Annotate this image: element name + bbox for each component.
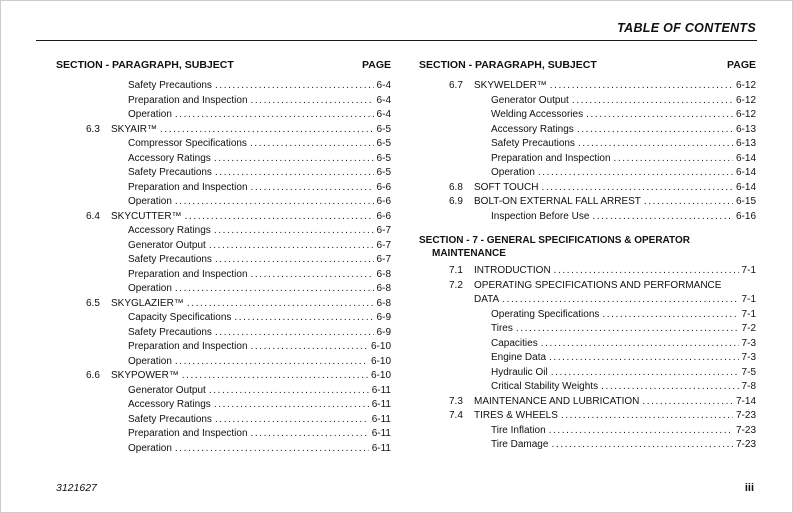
dot-leader bbox=[250, 137, 374, 152]
toc-entry-label: Preparation and Inspection bbox=[128, 94, 248, 106]
toc-entry bbox=[419, 79, 756, 94]
dot-leader bbox=[572, 94, 733, 109]
toc-entry-page: 7-5 bbox=[741, 366, 756, 378]
toc-entry bbox=[56, 166, 391, 181]
toc-entry bbox=[56, 311, 391, 326]
toc-entry bbox=[419, 181, 756, 196]
dot-leader bbox=[234, 311, 373, 326]
toc-entry-label: Safety Precautions bbox=[128, 254, 212, 265]
dot-leader bbox=[642, 395, 733, 410]
toc-entry-label: Inspection Before Use bbox=[491, 210, 590, 222]
toc-entry-label: Operation bbox=[128, 196, 172, 207]
section-heading: SECTION - 7 - GENERAL SPECIFICATIONS & OPERATOR MAINTENANCE bbox=[419, 235, 690, 259]
toc-entry bbox=[419, 395, 756, 410]
toc-entry bbox=[56, 239, 391, 254]
toc-entry-label: Preparation and Inspection bbox=[128, 181, 248, 193]
dot-leader bbox=[215, 326, 374, 341]
toc-column-left bbox=[56, 59, 391, 456]
toc-entry-label: Accessory Ratings bbox=[128, 152, 211, 164]
toc-entry bbox=[56, 181, 391, 196]
toc-entry-page: 6-14 bbox=[735, 167, 756, 178]
toc-entry-label: SKYGLAZIER™ bbox=[111, 297, 184, 309]
toc-entry-label: Capacity Specifications bbox=[128, 312, 232, 323]
toc-entry-page: 6-5 bbox=[376, 167, 391, 178]
toc-entry bbox=[56, 297, 391, 312]
toc-entry-page: 6-11 bbox=[371, 384, 391, 396]
dot-leader bbox=[602, 308, 738, 323]
toc-entry-page: 6-11 bbox=[371, 399, 391, 410]
toc-entry-page: 6-5 bbox=[376, 152, 391, 164]
toc-entry-label: Capacities bbox=[491, 337, 538, 349]
toc-entry-page: 6-4 bbox=[376, 80, 391, 91]
toc-entry-label: Preparation and Inspection bbox=[128, 428, 248, 439]
dot-leader bbox=[175, 442, 369, 457]
toc-entry-page: 6-4 bbox=[376, 109, 391, 120]
footer-doc-number: 3121627 bbox=[56, 482, 97, 494]
toc-entry-label: Operation bbox=[128, 283, 172, 294]
toc-entry-label: Hydraulic Oil bbox=[491, 366, 548, 378]
toc-entry bbox=[56, 94, 391, 109]
toc-entry-page: 6-9 bbox=[376, 312, 391, 323]
toc-entry bbox=[56, 137, 391, 152]
toc-entry-continuation bbox=[419, 293, 756, 308]
toc-entry-label: Accessory Ratings bbox=[491, 123, 574, 135]
dot-leader bbox=[175, 355, 368, 370]
toc-rows-right bbox=[419, 79, 756, 453]
toc-entry bbox=[419, 94, 756, 109]
toc-columns bbox=[56, 59, 756, 456]
toc-entry-number: 7.4 bbox=[449, 410, 463, 421]
toc-entry-page: 6-10 bbox=[370, 370, 391, 381]
toc-entry-page: 7-14 bbox=[735, 395, 756, 407]
toc-entry bbox=[56, 123, 391, 138]
dot-leader bbox=[175, 282, 374, 297]
toc-entry bbox=[419, 380, 756, 395]
dot-leader bbox=[215, 166, 374, 181]
toc-entry-label: Critical Stability Weights bbox=[491, 381, 599, 392]
toc-entry-page: 6-11 bbox=[371, 428, 391, 439]
toc-entry-label: Safety Precautions bbox=[128, 413, 212, 425]
dot-leader bbox=[209, 239, 374, 254]
toc-entry bbox=[56, 442, 391, 457]
toc-entry-label: Operation bbox=[128, 355, 172, 367]
dot-leader bbox=[554, 264, 739, 279]
toc-entry bbox=[419, 322, 756, 337]
dot-leader bbox=[577, 123, 733, 138]
toc-entry-label: Generator Output bbox=[491, 94, 569, 106]
toc-entry-number: 6.6 bbox=[86, 370, 100, 381]
toc-entry-label: Engine Data bbox=[491, 352, 547, 363]
toc-rows-left bbox=[56, 79, 391, 456]
dot-leader bbox=[538, 166, 733, 181]
toc-entry bbox=[56, 152, 391, 167]
toc-entry bbox=[419, 108, 756, 123]
dot-leader bbox=[644, 195, 733, 210]
toc-entry-page: 6-6 bbox=[376, 210, 391, 222]
toc-entry-label: SKYWELDER™ bbox=[474, 80, 547, 91]
dot-leader bbox=[175, 195, 374, 210]
toc-entry-label: Preparation and Inspection bbox=[128, 341, 248, 352]
dot-leader bbox=[578, 137, 733, 152]
toc-entry-label: Tires bbox=[491, 323, 513, 334]
toc-entry-number: 6.4 bbox=[86, 210, 100, 222]
dot-leader bbox=[549, 351, 739, 366]
toc-entry-page: 6-6 bbox=[376, 181, 391, 193]
dot-leader bbox=[541, 181, 733, 196]
toc-entry bbox=[419, 351, 756, 366]
dot-leader bbox=[516, 322, 739, 337]
dot-leader bbox=[215, 413, 369, 428]
dot-leader bbox=[502, 293, 738, 308]
toc-entry bbox=[419, 424, 756, 439]
toc-entry-number: 6.7 bbox=[449, 80, 463, 91]
toc-entry-page: 7-1 bbox=[741, 265, 756, 276]
column-header bbox=[56, 59, 391, 71]
toc-entry-page: 6-5 bbox=[376, 138, 391, 149]
toc-entry-page: 6-11 bbox=[371, 442, 391, 454]
column-header bbox=[419, 59, 756, 71]
toc-entry bbox=[419, 195, 756, 210]
toc-entry-label: Preparation and Inspection bbox=[491, 152, 611, 164]
dot-leader bbox=[185, 210, 374, 225]
toc-entry-label: Tire Damage bbox=[491, 439, 549, 450]
toc-entry-page: 7-23 bbox=[735, 439, 756, 450]
toc-entry-label: Accessory Ratings bbox=[128, 399, 211, 410]
toc-entry bbox=[419, 210, 756, 225]
toc-entry-label: Safety Precautions bbox=[128, 326, 212, 338]
toc-entry-page: 6-7 bbox=[376, 225, 391, 236]
toc-entry bbox=[56, 355, 391, 370]
dot-leader bbox=[251, 268, 374, 283]
toc-entry bbox=[419, 279, 756, 294]
toc-entry-page: 6-5 bbox=[376, 123, 391, 135]
dot-leader bbox=[182, 369, 368, 384]
toc-entry-page: 7-2 bbox=[741, 323, 756, 334]
toc-entry bbox=[419, 123, 756, 138]
column-header-page: PAGE bbox=[727, 59, 756, 71]
toc-entry-page: 6-8 bbox=[376, 283, 391, 294]
toc-entry bbox=[419, 308, 756, 323]
toc-entry bbox=[56, 398, 391, 413]
dot-leader bbox=[561, 409, 733, 424]
toc-entry-label: Welding Accessories bbox=[491, 109, 584, 120]
toc-entry-page: 7-1 bbox=[741, 294, 756, 305]
toc-entry-label: SKYAIR™ bbox=[111, 123, 157, 135]
toc-entry-page: 7-23 bbox=[735, 424, 756, 436]
toc-entry bbox=[419, 366, 756, 381]
toc-entry-page: 6-11 bbox=[371, 413, 391, 425]
dot-leader bbox=[187, 297, 374, 312]
column-header-page: PAGE bbox=[362, 59, 391, 71]
column-header-subject: SECTION - PARAGRAPH, SUBJECT bbox=[56, 59, 234, 71]
toc-entry-number: 7.3 bbox=[449, 395, 463, 407]
toc-entry-page: 6-15 bbox=[735, 196, 756, 207]
toc-entry-label: INTRODUCTION bbox=[474, 265, 551, 276]
dot-leader bbox=[175, 108, 374, 123]
toc-entry-label: DATA bbox=[474, 294, 500, 305]
toc-entry-label: OPERATING SPECIFICATIONS AND PERFORMANCE bbox=[474, 279, 722, 291]
toc-entry-page: 6-8 bbox=[376, 268, 391, 280]
toc-entry bbox=[419, 409, 756, 424]
toc-entry-number: 6.3 bbox=[86, 123, 100, 135]
toc-entry-label: Tire Inflation bbox=[491, 424, 546, 436]
dot-leader bbox=[215, 253, 374, 268]
toc-entry-label: Operation bbox=[128, 442, 172, 454]
toc-entry bbox=[419, 166, 756, 181]
toc-entry bbox=[56, 369, 391, 384]
dot-leader bbox=[251, 94, 374, 109]
toc-entry-label: Compressor Specifications bbox=[128, 138, 247, 149]
dot-leader bbox=[160, 123, 374, 138]
footer-page-number: iii bbox=[744, 482, 754, 494]
toc-entry bbox=[56, 210, 391, 225]
dot-leader bbox=[550, 79, 733, 94]
dot-leader bbox=[541, 337, 739, 352]
toc-entry-label: Accessory Ratings bbox=[128, 225, 211, 236]
dot-leader bbox=[592, 210, 733, 225]
toc-entry-label: MAINTENANCE AND LUBRICATION bbox=[474, 395, 640, 407]
toc-entry-page: 6-10 bbox=[370, 341, 391, 352]
toc-entry-page: 6-8 bbox=[376, 297, 391, 309]
toc-entry-number: 7.1 bbox=[449, 265, 463, 276]
toc-entry-page: 6-13 bbox=[735, 138, 756, 149]
toc-entry bbox=[56, 268, 391, 283]
toc-entry-label: Generator Output bbox=[128, 239, 206, 251]
toc-entry bbox=[419, 264, 756, 279]
toc-entry bbox=[56, 427, 391, 442]
dot-leader bbox=[551, 438, 733, 453]
toc-entry-label: Safety Precautions bbox=[128, 80, 212, 91]
toc-entry bbox=[419, 438, 756, 453]
page-title: TABLE OF CONTENTS bbox=[617, 21, 756, 35]
toc-entry-label: SOFT TOUCH bbox=[474, 181, 539, 193]
toc-entry bbox=[56, 326, 391, 341]
toc-entry-label: Generator Output bbox=[128, 384, 206, 396]
toc-entry bbox=[419, 337, 756, 352]
toc-entry bbox=[419, 137, 756, 152]
toc-entry-page: 7-23 bbox=[735, 410, 756, 421]
dot-leader bbox=[214, 398, 369, 413]
toc-entry-page: 6-10 bbox=[370, 355, 391, 367]
toc-entry-page: 6-6 bbox=[376, 196, 391, 207]
toc-entry-label: BOLT-ON EXTERNAL FALL ARREST bbox=[474, 196, 641, 207]
toc-entry-label: Safety Precautions bbox=[491, 138, 575, 149]
dot-leader bbox=[214, 152, 374, 167]
toc-entry-page: 6-7 bbox=[376, 239, 391, 251]
toc-entry-page: 7-8 bbox=[741, 381, 756, 392]
toc-entry-label: Safety Precautions bbox=[128, 167, 212, 178]
dot-leader bbox=[601, 380, 738, 395]
toc-entry bbox=[56, 195, 391, 210]
toc-entry-label: Operating Specifications bbox=[491, 308, 600, 320]
toc-entry-label: Preparation and Inspection bbox=[128, 268, 248, 280]
toc-entry-page: 6-13 bbox=[735, 123, 756, 135]
toc-entry-page: 7-1 bbox=[741, 308, 756, 320]
toc-entry bbox=[56, 384, 391, 399]
toc-entry-page: 7-3 bbox=[741, 352, 756, 363]
dot-leader bbox=[251, 427, 369, 442]
header-rule bbox=[36, 40, 757, 41]
dot-leader bbox=[251, 340, 368, 355]
toc-entry-page: 6-12 bbox=[735, 109, 756, 120]
toc-entry bbox=[419, 152, 756, 167]
toc-entry bbox=[56, 282, 391, 297]
toc-entry-page: 6-12 bbox=[735, 94, 756, 106]
toc-entry-label: SKYPOWER™ bbox=[111, 370, 179, 381]
toc-entry-label: TIRES & WHEELS bbox=[474, 410, 558, 421]
toc-entry-label: SKYCUTTER™ bbox=[111, 210, 182, 222]
dot-leader bbox=[214, 224, 374, 239]
column-header-subject: SECTION - PARAGRAPH, SUBJECT bbox=[419, 59, 597, 71]
toc-entry-number: 6.5 bbox=[86, 297, 100, 309]
dot-leader bbox=[209, 384, 369, 399]
dot-leader bbox=[251, 181, 374, 196]
dot-leader bbox=[549, 424, 733, 439]
toc-entry-page: 6-12 bbox=[735, 80, 756, 91]
toc-entry-page: 7-3 bbox=[741, 337, 756, 349]
toc-entry bbox=[56, 413, 391, 428]
dot-leader bbox=[551, 366, 739, 381]
toc-entry bbox=[56, 79, 391, 94]
toc-column-right bbox=[419, 59, 756, 456]
toc-entry bbox=[56, 253, 391, 268]
toc-entry-page: 6-4 bbox=[376, 94, 391, 106]
toc-entry-number: 6.8 bbox=[449, 181, 463, 193]
toc-entry-page: 6-14 bbox=[735, 181, 756, 193]
toc-entry-number: 6.9 bbox=[449, 196, 463, 207]
toc-entry bbox=[56, 340, 391, 355]
toc-entry-page: 6-9 bbox=[376, 326, 391, 338]
toc-entry-number: 7.2 bbox=[449, 279, 463, 291]
toc-entry-page: 6-7 bbox=[376, 254, 391, 265]
dot-leader bbox=[215, 79, 374, 94]
toc-entry-page: 6-16 bbox=[735, 210, 756, 222]
toc-entry-page: 6-14 bbox=[735, 152, 756, 164]
toc-entry-label: Operation bbox=[128, 109, 172, 120]
dot-leader bbox=[586, 108, 733, 123]
dot-leader bbox=[614, 152, 733, 167]
toc-entry bbox=[56, 108, 391, 123]
toc-entry bbox=[56, 224, 391, 239]
toc-entry-label: Operation bbox=[491, 167, 535, 178]
